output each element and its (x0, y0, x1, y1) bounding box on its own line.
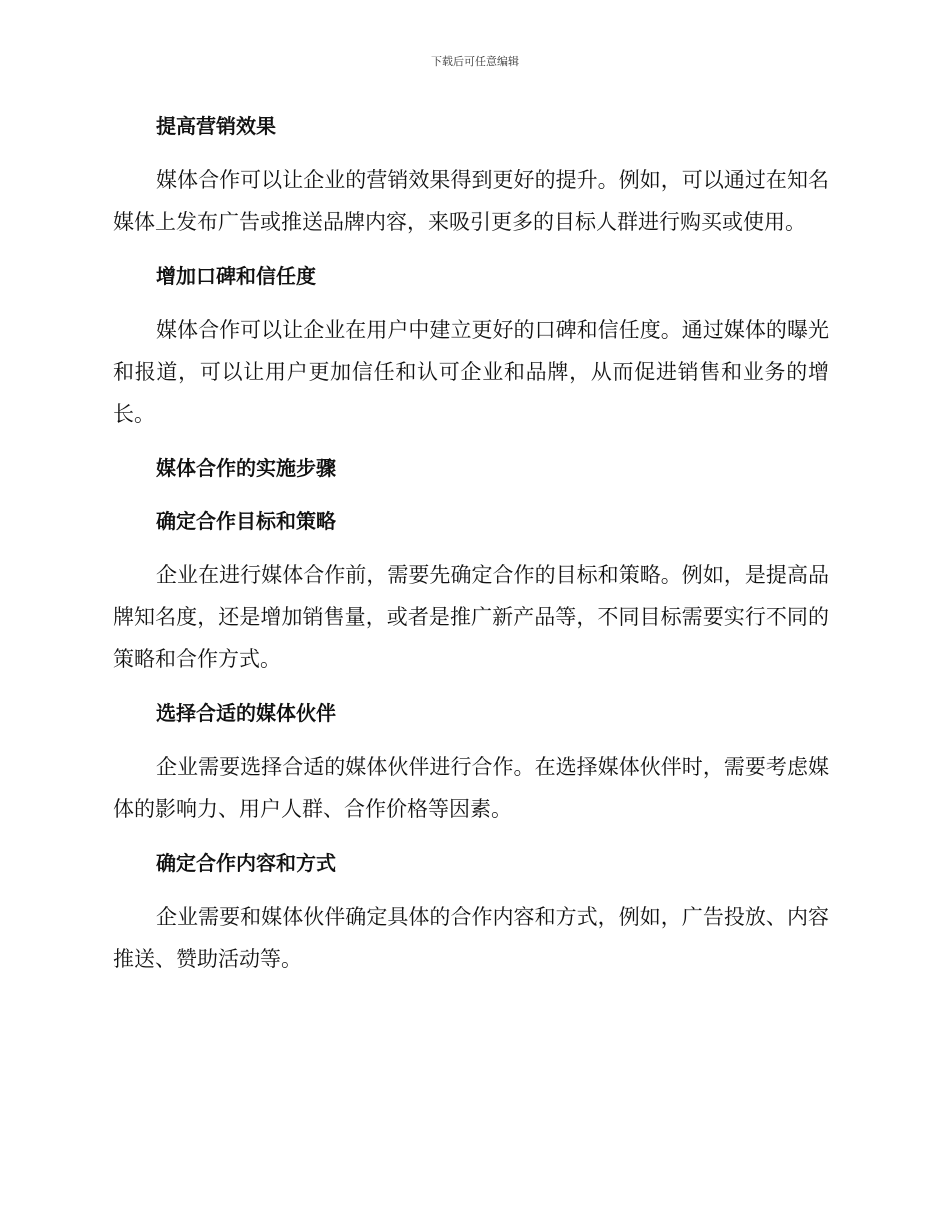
section-heading: 媒体合作的实施步骤 (156, 456, 336, 480)
section-heading: 确定合作目标和策略 (156, 509, 336, 533)
document-body (113, 106, 829, 980)
paragraph: 媒体合作可以让企业在用户中建立更好的口碑和信任度。通过媒体的曝光和报道，可以让用户更加信任和认可企业和品牌，从而促进销售和业务的增长。 (113, 318, 829, 426)
paragraph: 媒体合作可以让企业的营销效果得到更好的提升。例如，可以通过在知名媒体上发布广告或推送品牌内容，来吸引更多的目标人群进行购买或使用。 (113, 168, 829, 234)
page-header: 下载后可任意编辑 (431, 55, 519, 68)
section-heading: 选择合适的媒体伙伴 (156, 701, 336, 725)
section-heading: 确定合作内容和方式 (156, 851, 336, 875)
section-heading: 提高营销效果 (156, 114, 276, 138)
paragraph: 企业需要和媒体伙伴确定具体的合作内容和方式，例如，广告投放、内容推送、赞助活动等。 (113, 905, 829, 971)
paragraph: 企业需要选择合适的媒体伙伴进行合作。在选择媒体伙伴时，需要考虑媒体的影响力、用户人群、合作价格等因素。 (113, 755, 829, 821)
section-heading: 增加口碑和信任度 (156, 264, 316, 288)
paragraph: 企业在进行媒体合作前，需要先确定合作的目标和策略。例如，是提高品牌知名度，还是增加销售量，或者是推广新产品等，不同目标需要实行不同的策略和合作方式。 (113, 563, 829, 671)
